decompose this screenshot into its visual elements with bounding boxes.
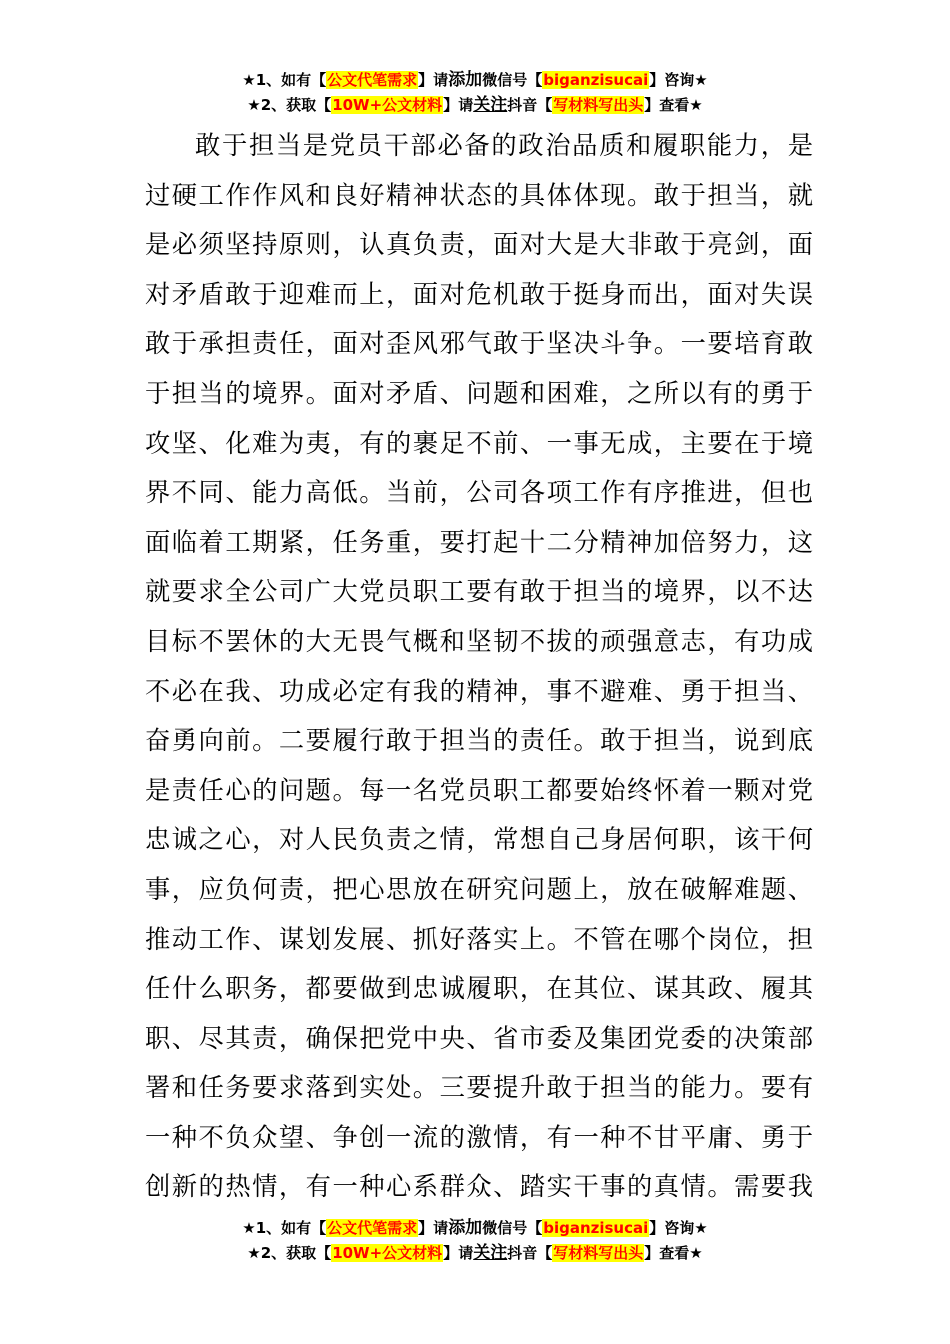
body-line: 创新的热情，有一种心系群众、踏实干事的真情。需要我 [145,1172,813,1202]
ad-emphasis: 关注 [473,1243,508,1263]
ad-emphasis: 添加 [448,1218,483,1238]
header-ad-line-1 [0,68,950,93]
ad-highlight-douyin-account: 写材料写出头 [553,96,644,114]
ad-text: ★1、如有【 [242,1219,327,1237]
body-line: 忠诚之心，对人民负责之情，常想自己身居何职，该干何 [145,825,813,855]
body-line: 是责任心的问题。每一名党员职工都要始终怀着一颗对党 [145,775,813,805]
body-line: 事，应负何责，把心思放在研究问题上，放在破解难题、 [145,874,813,904]
ad-emphasis: 添加 [448,70,483,90]
body-line: 面临着工期紧，任务重，要打起十二分精神加倍努力，这 [145,527,813,557]
body-line: 于担当的境界。面对矛盾、问题和困难，之所以有的勇于 [145,378,813,408]
ad-text: ★2、获取【 [247,96,332,114]
ad-text: 】咨询★ [649,71,708,89]
ad-highlight-materials: 10W+公文材料 [332,1244,443,1262]
footer-ad-banner [0,1216,950,1266]
ad-highlight-service: 公文代笔需求 [327,1219,418,1237]
body-line: 就要求全公司广大党员职工要有敢于担当的境界，以不达 [145,577,813,607]
ad-text: ★1、如有【 [242,71,327,89]
ad-highlight-wechat-id: biganzisucai [543,71,649,89]
ad-text: 微信号【 [482,1219,543,1237]
ad-highlight-materials: 10W+公文材料 [332,96,443,114]
body-line: 界不同、能力高低。当前，公司各项工作有序推进，但也 [145,478,813,508]
ad-text: 】请 [418,1219,449,1237]
body-line: 攻坚、化难为夷，有的裹足不前、一事无成，主要在于境 [145,428,813,458]
body-line: 奋勇向前。二要履行敢于担当的责任。敢于担当，说到底 [145,726,813,756]
body-line: 推动工作、谋划发展、抓好落实上。不管在哪个岗位，担 [145,924,813,954]
header-ad-line-2 [0,93,950,118]
ad-text: 】请 [443,96,474,114]
body-line: 不必在我、功成必定有我的精神，事不避难、勇于担当、 [145,676,813,706]
body-line: 对矛盾敢于迎难而上，面对危机敢于挺身而出，面对失误 [145,279,813,309]
ad-text: 】查看★ [644,1244,703,1262]
ad-highlight-wechat-id: biganzisucai [543,1219,649,1237]
body-line: 一种不负众望、争创一流的激情，有一种不甘平庸、勇于 [145,1122,813,1152]
ad-text: 抖音【 [507,96,553,114]
body-line: 目标不罢休的大无畏气概和坚韧不拔的顽强意志，有功成 [145,626,813,656]
body-line: 是必须坚持原则，认真负责，面对大是大非敢于亮剑，面 [145,230,813,260]
ad-text: ★2、获取【 [247,1244,332,1262]
ad-emphasis: 关注 [473,95,508,115]
body-line: 任什么职务，都要做到忠诚履职，在其位、谋其政、履其 [145,974,813,1004]
body-line: 职、尽其责，确保把党中央、省市委及集团党委的决策部 [145,1023,813,1053]
body-line: 署和任务要求落到实处。三要提升敢于担当的能力。要有 [145,1073,813,1103]
ad-text: 抖音【 [507,1244,553,1262]
ad-text: 】查看★ [644,96,703,114]
footer-ad-line-1 [0,1216,950,1241]
document-body [145,121,813,1212]
ad-text: 】咨询★ [649,1219,708,1237]
body-line: 过硬工作作风和良好精神状态的具体体现。敢于担当，就 [145,180,813,210]
ad-text: 微信号【 [482,71,543,89]
ad-text: 】请 [418,71,449,89]
ad-highlight-service: 公文代笔需求 [327,71,418,89]
header-ad-banner [0,68,950,118]
ad-highlight-douyin-account: 写材料写出头 [553,1244,644,1262]
ad-text: 】请 [443,1244,474,1262]
body-line: 敢于担当是党员干部必备的政治品质和履职能力，是 [195,131,813,160]
footer-ad-line-2 [0,1241,950,1266]
body-line: 敢于承担责任，面对歪风邪气敢于坚决斗争。一要培育敢 [145,329,813,359]
